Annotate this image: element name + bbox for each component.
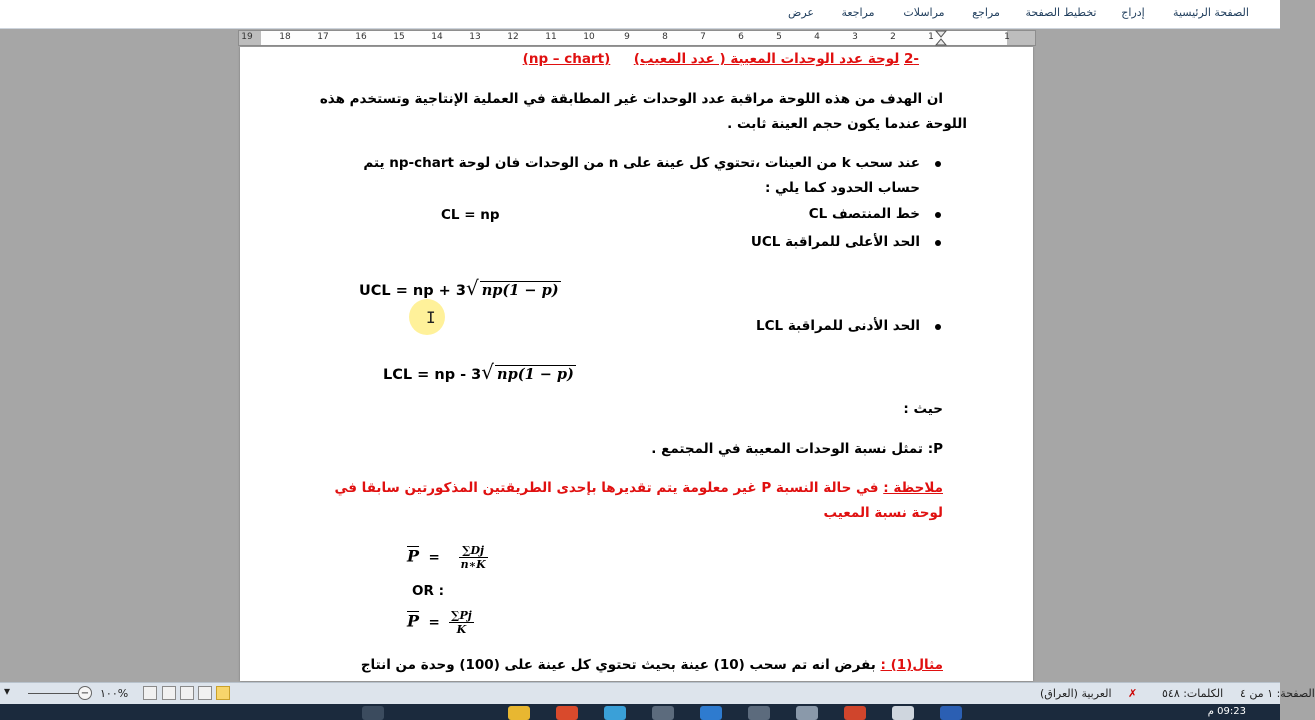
ruler-number: 10 — [583, 32, 595, 42]
bullet-4-lcl: الحد الأدنى للمراقبة LCL — [756, 318, 920, 334]
ruler-number: 6 — [738, 32, 744, 42]
bullet-1-line-1: عند سحب k من العينات ،تحتوي كل عينة على n من الوحدات فان لوحة np-chart يتم — [363, 155, 920, 171]
app-icon[interactable] — [796, 706, 818, 720]
where-label: حيث : — [903, 401, 943, 417]
tab-view[interactable]: عرض — [788, 6, 814, 19]
ribbon-tab-strip — [0, 0, 1280, 29]
note-text: في حالة النسبة P غير معلومة يتم تقديرها بإحدى الطريقتين المذكورتين سابقا في — [334, 480, 884, 496]
bullet — [935, 324, 941, 330]
ruler-number: 12 — [507, 32, 519, 42]
view-draft-icon[interactable] — [143, 686, 157, 700]
ruler-number: 2 — [890, 32, 896, 42]
section-heading — [523, 51, 919, 67]
lcl-formula-sqrt: np(1 − p) — [497, 366, 574, 383]
note-line-1 — [334, 480, 943, 496]
ruler-number: 8 — [662, 32, 668, 42]
file-explorer-icon[interactable] — [508, 706, 530, 720]
zoom-out-button[interactable]: − — [78, 686, 92, 700]
ruler-number: 14 — [431, 32, 443, 42]
ruler-number: 19 — [241, 32, 253, 42]
ruler-number: 9 — [624, 32, 630, 42]
app-icon[interactable] — [892, 706, 914, 720]
app-icon[interactable] — [700, 706, 722, 720]
ruler-number: 18 — [279, 32, 291, 42]
bullet-1-line-2: حساب الحدود كما يلي : — [764, 180, 920, 196]
taskbar-clock[interactable]: 09:23 م — [1207, 706, 1246, 717]
equals-sign: = — [428, 549, 440, 566]
lcl-formula: LCL = np - 3√ np(1 − p) — [383, 360, 574, 384]
intro-line-2: اللوحة عندما يكون حجم العينة ثابت . — [727, 116, 967, 132]
p-definition: P: تمثل نسبة الوحدات المعيبة في المجتمع . — [651, 441, 943, 457]
app-icon[interactable] — [844, 706, 866, 720]
ruler-number: 16 — [355, 32, 367, 42]
ruler-right-margin — [1007, 31, 1035, 45]
tab-insert[interactable]: إدراج — [1121, 6, 1145, 19]
heading-arabic: لوحة عدد الوحدات المعيبة ( عدد المعيب) — [633, 51, 900, 67]
pbar-symbol: $\overline{P}$ — [407, 611, 420, 631]
view-web-icon[interactable] — [180, 686, 194, 700]
fraction-2 — [449, 609, 474, 636]
ruler-number: 1 — [928, 32, 934, 42]
horizontal-ruler[interactable] — [238, 30, 1036, 46]
view-outline-icon[interactable] — [162, 686, 176, 700]
text-cursor-icon: I — [426, 308, 436, 327]
fraction-2-denominator: K — [456, 623, 467, 636]
app-icon[interactable] — [748, 706, 770, 720]
ruler-indent-marker-icon[interactable] — [935, 31, 947, 45]
app-icon[interactable] — [556, 706, 578, 720]
ruler-number: 3 — [852, 32, 858, 42]
word-app-icon[interactable] — [940, 706, 962, 720]
ucl-formula-sqrt: np(1 − p) — [481, 282, 559, 299]
fraction-1-denominator: n∗K — [460, 558, 486, 571]
pbar-formula-2 — [407, 609, 474, 636]
example-label: مثال(1) : — [880, 657, 943, 673]
app-icon[interactable] — [604, 706, 626, 720]
proofing-icon[interactable]: ✗ — [1128, 687, 1138, 700]
ruler-number: 11 — [545, 32, 557, 42]
heading-number: -2 — [903, 51, 919, 67]
cl-formula: CL = np — [441, 207, 500, 223]
ruler-number: 1 — [1004, 32, 1010, 42]
lcl-formula-left: LCL = np - 3 — [383, 367, 482, 383]
intro-line-1: ان الهدف من هذه اللوحة مراقبة عدد الوحدات غير المطابقة في العملية الإنتاجية وتستخدم هذه — [319, 91, 943, 107]
tab-home[interactable]: الصفحة الرئيسية — [1173, 6, 1249, 19]
ruler-number: 15 — [393, 32, 405, 42]
example-line — [361, 657, 943, 673]
tab-mailings[interactable]: مراسلات — [903, 6, 945, 19]
pbar-symbol: $\overline{P}$ — [407, 546, 420, 566]
status-bar — [0, 682, 1315, 705]
view-print-layout-icon[interactable] — [216, 686, 230, 700]
ucl-formula: UCL = np + 3√ np(1 − p) — [359, 276, 559, 300]
search-icon[interactable] — [362, 706, 384, 720]
zoom-level[interactable]: ١٠٠% — [100, 687, 129, 700]
tab-review[interactable]: مراجعة — [841, 6, 875, 19]
ruler-number: 4 — [814, 32, 820, 42]
fraction-2-numerator: ∑Pj — [451, 609, 472, 622]
ruler-number: 13 — [469, 32, 481, 42]
fraction-1 — [459, 544, 488, 571]
document-page[interactable] — [240, 47, 1033, 681]
note-line-2: لوحة نسبة المعيب — [823, 505, 943, 521]
zoom-handle-icon[interactable]: ▾ — [4, 684, 11, 698]
zoom-slider-track[interactable] — [28, 693, 78, 694]
word-count[interactable]: الكلمات: ٥٤٨ — [1162, 687, 1224, 700]
pbar-formula-1 — [407, 544, 488, 571]
app-icon[interactable] — [652, 706, 674, 720]
ruler-number: 7 — [700, 32, 706, 42]
note-label: ملاحظة : — [883, 480, 943, 496]
tab-page-layout[interactable]: تخطيط الصفحة — [1025, 6, 1097, 19]
bullet — [935, 240, 941, 246]
page-count[interactable]: الصفحة: ١ من ٤ — [1240, 687, 1315, 700]
ruler-number: 17 — [317, 32, 329, 42]
heading-english: (np – chart) — [522, 51, 611, 67]
view-reading-icon[interactable] — [198, 686, 212, 700]
equals-sign: = — [428, 614, 440, 631]
ruler-number: 5 — [776, 32, 782, 42]
fraction-1-numerator: ∑Dj — [459, 544, 488, 558]
example-text: بفرض انه تم سحب (10) عينة بحيث تحتوي كل عينة على (100) وحدة من انتاج — [360, 657, 881, 673]
bullet — [935, 212, 941, 218]
bullet — [935, 161, 941, 167]
taskbar — [0, 704, 1280, 720]
bullet-3-ucl: الحد الأعلى للمراقبة UCL — [750, 234, 920, 250]
or-label: OR : — [412, 583, 444, 599]
ucl-formula-left: UCL = np + 3 — [359, 283, 466, 299]
tab-references[interactable]: مراجع — [972, 6, 1000, 19]
bullet-2-center-line: خط المنتصف CL — [808, 206, 920, 222]
language-indicator[interactable]: العربية (العراق) — [1040, 687, 1112, 700]
